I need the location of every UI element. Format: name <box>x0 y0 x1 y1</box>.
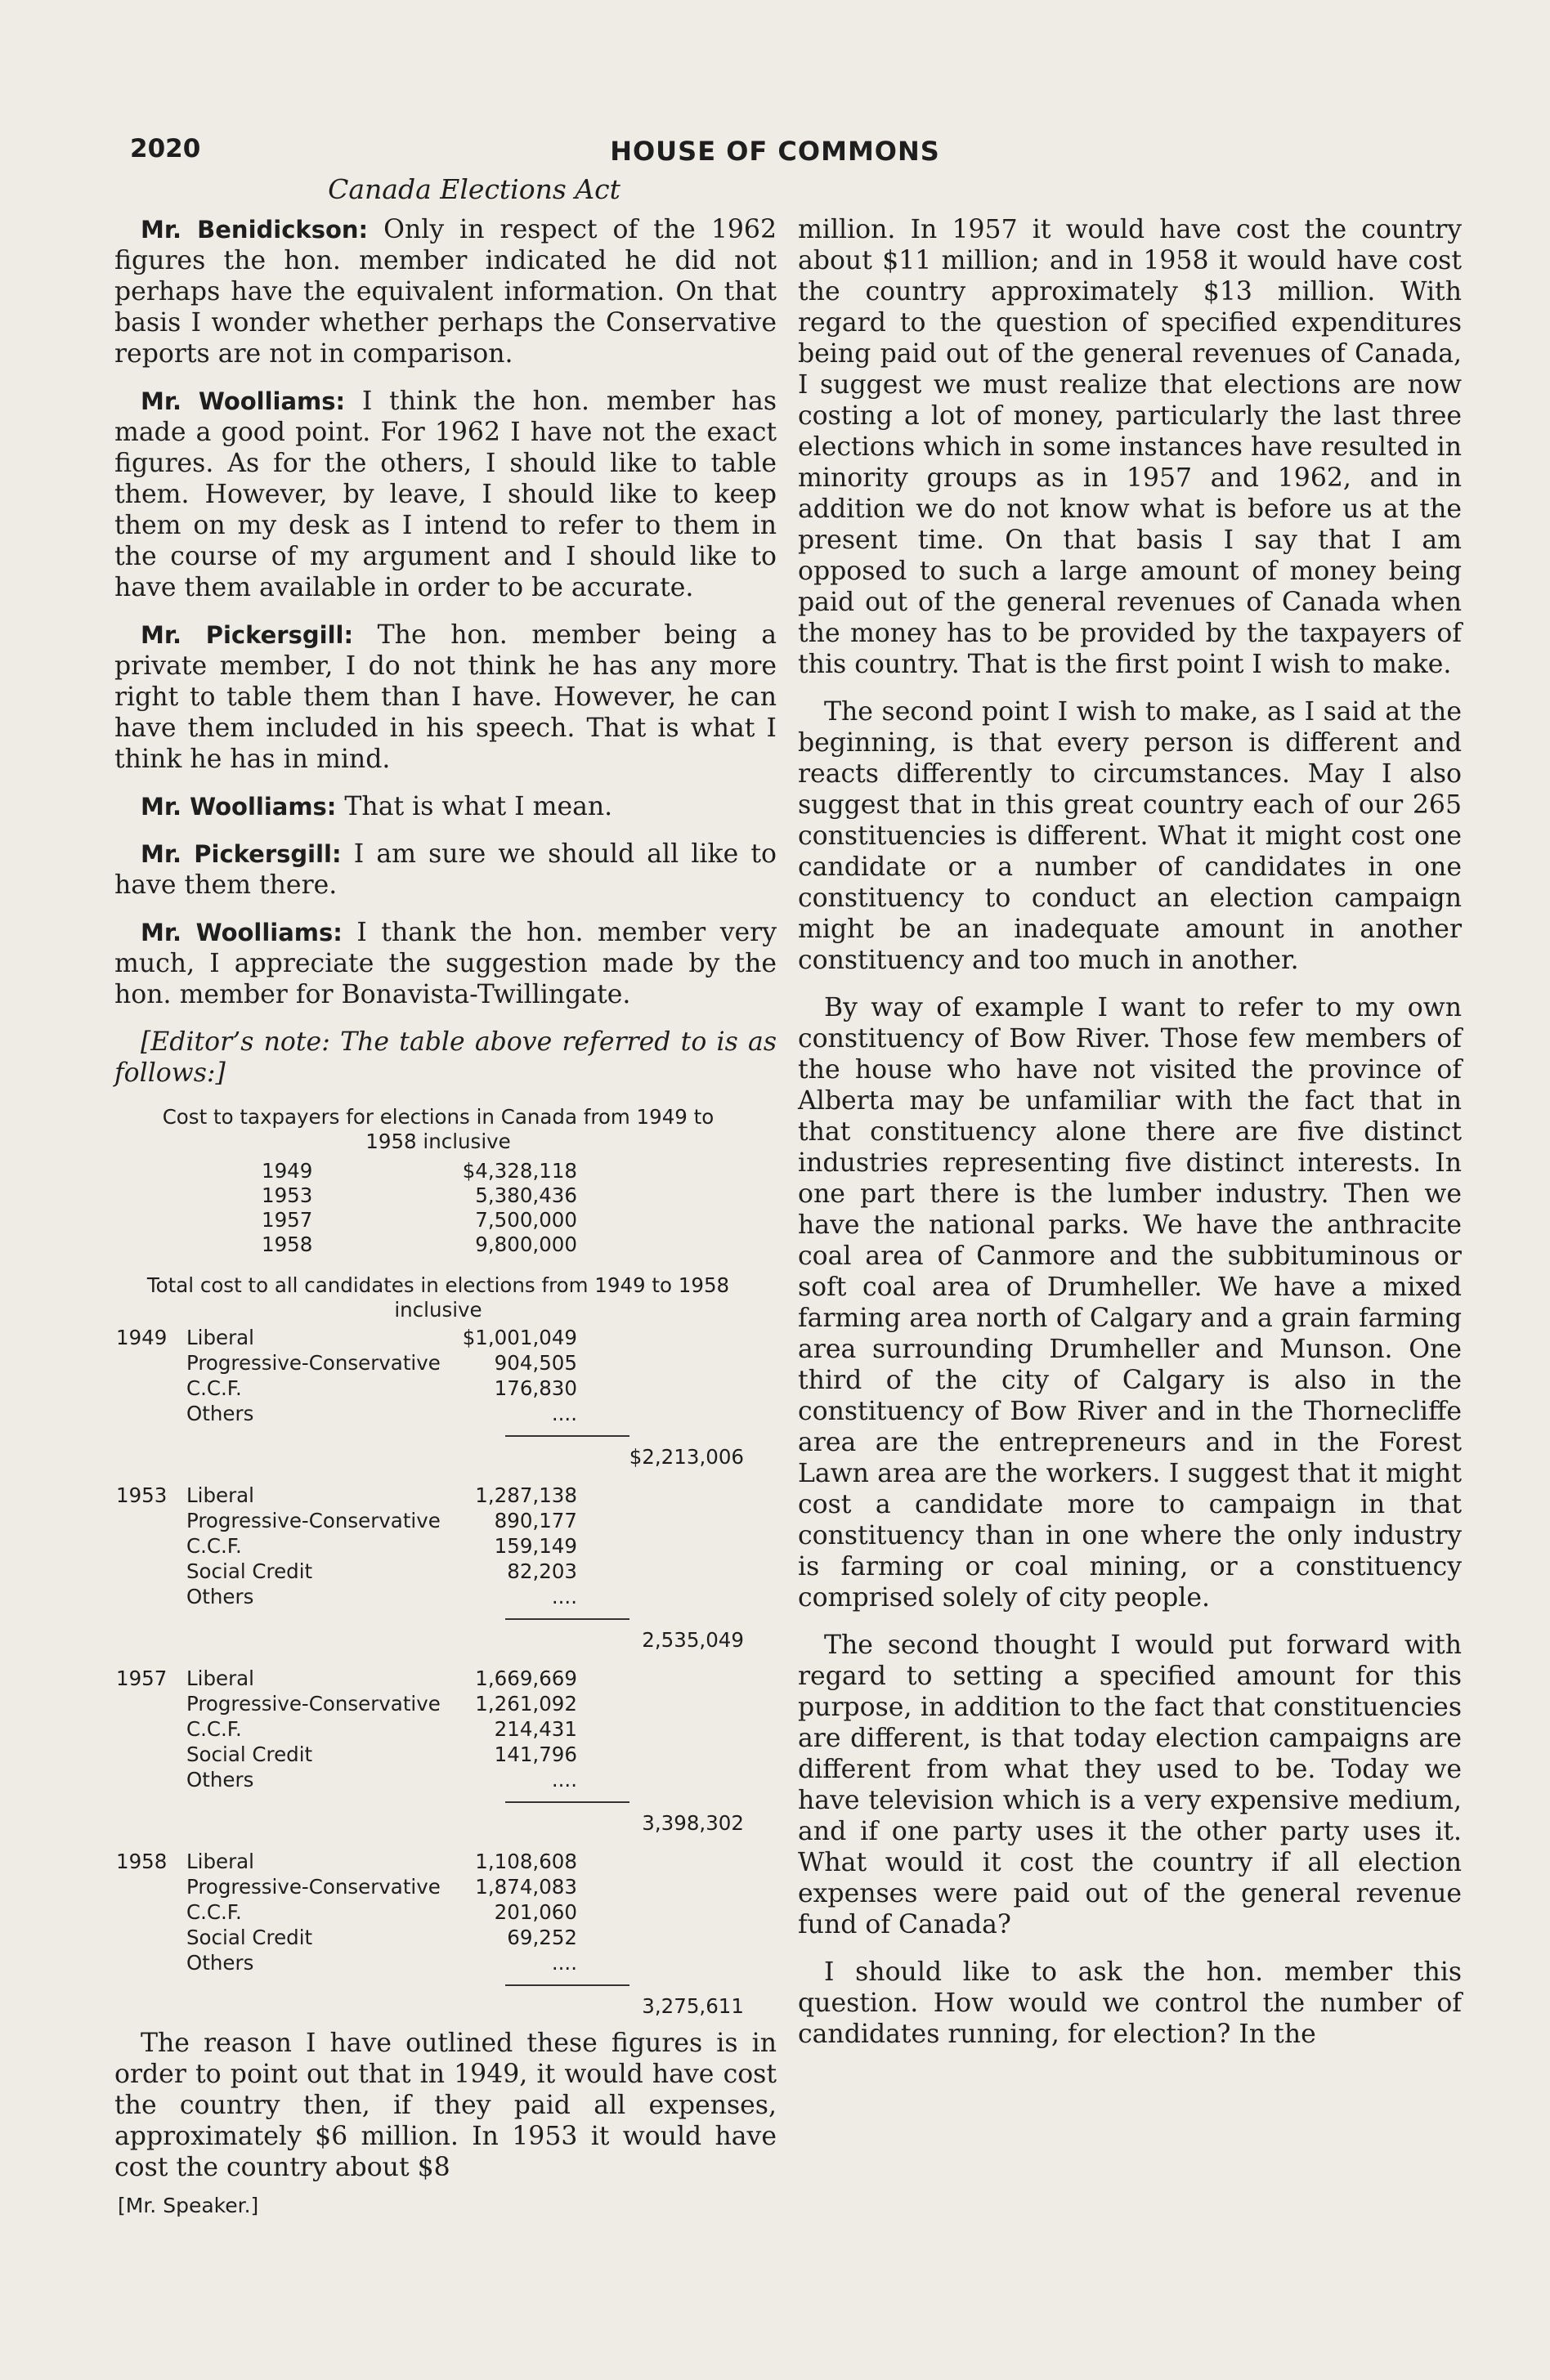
paragraph-text: I think the hon. member has made a good point. For 1962 I have not the exact figures. As for the others, I should like to table them. However, by leave, I should like to keep them on my desk as I intend to refer to them in the course of my argument and I should like to have them available in order to be accurate. <box>114 387 777 602</box>
table-row <box>114 1445 777 1470</box>
value-cell: 7,500,000 <box>475 1208 577 1232</box>
value-cell: $4,328,118 <box>462 1159 577 1183</box>
table-row <box>114 1666 777 1692</box>
taxpayer-cost-table <box>114 1105 777 1257</box>
table-row <box>114 1585 777 1610</box>
year-group <box>114 1850 777 2020</box>
table-row <box>114 1534 777 1559</box>
amount-cell: 1,874,083 <box>475 1875 577 1899</box>
sum-rule <box>114 1793 777 1811</box>
paragraph: The reason I have outlined these figures is in order to point out that in 1949, it would have cost the country then, if they paid all expenses, approximately $6 million. In 1953 it would have cost the country about $8 <box>114 2029 777 2182</box>
paragraph: The second point I wish to make, as I said at the beginning, is that every person is different and reacts differently to circumstances. May I also suggest that in this great country each of our 265 constituencies is different. What it might cost one candidate or a number of candidates in one constituency to conduct an election campaign might be an inadequate amount in another constituency and too much in another. <box>798 697 1462 975</box>
year-cell: 1949 <box>262 1159 313 1183</box>
value-cell: 5,380,436 <box>475 1183 577 1207</box>
party-cell: Others <box>186 1768 254 1792</box>
table-row <box>114 1509 777 1534</box>
amount-cell: 214,431 <box>494 1717 577 1741</box>
table-row <box>114 1926 777 1951</box>
speaker-name: Mr. Pickersgill: <box>141 840 342 868</box>
speaker-name: Mr. Pickersgill: <box>141 621 354 649</box>
party-cell: Liberal <box>186 1850 254 1873</box>
speaker-name: Mr. Woolliams: <box>141 387 346 415</box>
party-cell: Others <box>186 1951 254 1975</box>
year-group <box>114 1326 777 1470</box>
amount-cell: 201,060 <box>494 1900 577 1924</box>
group-year: 1953 <box>116 1483 168 1507</box>
amount-cell: .... <box>551 1402 577 1425</box>
paragraph <box>114 839 777 901</box>
table-row <box>114 1483 777 1509</box>
amount-cell: 890,177 <box>494 1509 577 1532</box>
paragraph <box>114 791 777 822</box>
sum-rule <box>114 1976 777 1994</box>
party-cell: Progressive-Conservative <box>186 1351 441 1375</box>
amount-cell: 1,261,092 <box>475 1692 577 1716</box>
party-cell: C.C.F. <box>186 1717 242 1741</box>
party-cell: Others <box>186 1585 254 1608</box>
paragraph: The second thought I would put forward with regard to setting a specified amount for this purpose, in addition to the fact that constituencies are different, is that today election campaigns are different from what they used to be. Today we have television which is a very expensive medium, and if one party uses it the other party uses it. What would it cost the country if all election expenses were paid out of the general revenue fund of Canada? <box>798 1631 1462 1939</box>
amount-cell: 176,830 <box>494 1376 577 1400</box>
speaker-name: Mr. Woolliams: <box>141 919 343 946</box>
group-year: 1957 <box>116 1666 168 1690</box>
amount-cell: 159,149 <box>494 1534 577 1558</box>
year-group <box>114 1483 777 1653</box>
editor-note: [Editor’s note: The table above referred to is as follows:] <box>114 1027 777 1088</box>
paragraph <box>114 620 777 775</box>
table-row <box>114 1811 777 1836</box>
amount-cell: 69,252 <box>507 1926 577 1949</box>
party-cell: Liberal <box>186 1483 254 1507</box>
party-cell: Progressive-Conservative <box>186 1509 441 1532</box>
party-cell: Liberal <box>186 1326 254 1349</box>
table-row <box>114 1232 777 1257</box>
paragraph-text: The hon. member being a private member, I do not think he has any more right to table them than I have. However, he can have them included in his speech. That is what I think he has in mind. <box>114 620 777 774</box>
party-cell: Liberal <box>186 1666 254 1690</box>
party-cell: C.C.F. <box>186 1534 242 1558</box>
amount-cell: .... <box>551 1951 577 1975</box>
paragraph <box>114 917 777 1010</box>
table-row <box>114 1208 777 1232</box>
table-row <box>114 1183 777 1208</box>
sum-rule <box>114 1427 777 1445</box>
paragraph <box>114 214 777 369</box>
group-total: 3,398,302 <box>642 1811 744 1835</box>
table-row <box>114 1402 777 1427</box>
amount-cell: 1,108,608 <box>475 1850 577 1873</box>
table-row <box>114 1951 777 1976</box>
party-cell: Social Credit <box>186 1742 313 1766</box>
party-cell: Others <box>186 1402 254 1425</box>
paragraph-text: Only in respect of the 1962 figures the hon. member indicated he did not perhaps have the equivalent information. On that basis I wonder whether perhaps the Conservative reports are not in comparison. <box>114 215 777 369</box>
party-cell: C.C.F. <box>186 1900 242 1924</box>
amount-cell: 1,669,669 <box>475 1666 577 1690</box>
paragraph: million. In 1957 it would have cost the country about $11 million; and in 1958 it would have cost the country approximately $13 million. With regard to the question of specified expenditures being paid out of the general revenues of Canada, I suggest we must realize that elections are now costing a lot of money, particularly the last three elections which in some instances have resulted in minority groups as in 1957 and 1962, and in addition we do not know what is before us at the present time. On that basis I say that I am opposed to such a large amount of money being paid out of the general revenues of Canada when the money has to be provided by the taxpayers of this country. That is the first point I wish to make. <box>798 215 1462 679</box>
table-row <box>114 1742 777 1768</box>
table-caption: Total cost to all candidates in elections from 1949 to 1958 inclusive <box>146 1273 730 1322</box>
value-cell: 9,800,000 <box>475 1232 577 1256</box>
speaker-name: Mr. Benidickson: <box>141 216 369 244</box>
amount-cell: 1,287,138 <box>475 1483 577 1507</box>
paragraph: By way of example I want to refer to my own constituency of Bow River. Those few members of the house who have not visited the province of Alberta may be unfamiliar with the fact that in that constituency alone there are five distinct industries representing five distinct interests. In one part there is the lumber industry. Then we have the national parks. We have the anthracite coal area of Canmore and the subbituminous or soft coal area of Drumheller. We have a mixed farming area north of Calgary and a grain farming area surrounding Drumheller and Munson. One third of the city of Calgary is also in the constituency of Bow River and in the Thornecliffe area are the entrepreneurs and in the Forest Lawn area are the workers. I suggest that it might cost a candidate more to campaign in that constituency than in one where the only industry is farming or coal mining, or a constituency comprised solely of city people. <box>798 993 1462 1613</box>
year-cell: 1958 <box>262 1232 313 1256</box>
paragraph-text: That is what I mean. <box>336 792 613 821</box>
party-cell: Social Credit <box>186 1559 313 1583</box>
paragraph <box>114 386 777 603</box>
year-cell: 1957 <box>262 1208 313 1232</box>
speaker-name: Mr. Woolliams: <box>141 793 337 821</box>
amount-cell: .... <box>551 1768 577 1792</box>
table-row <box>114 1351 777 1376</box>
amount-cell: 82,203 <box>507 1559 577 1583</box>
table-row <box>114 1326 777 1351</box>
left-column <box>114 214 777 2199</box>
party-cell: Social Credit <box>186 1926 313 1949</box>
speaker-footer: [Mr. Speaker.] <box>118 2194 259 2217</box>
page-number: 2020 <box>130 134 201 163</box>
table-row <box>114 1994 777 2020</box>
table-row <box>114 1717 777 1742</box>
right-column <box>798 214 1462 2066</box>
table-caption: Cost to taxpayers for elections in Canada from 1949 to 1958 inclusive <box>162 1105 715 1153</box>
amount-cell: 904,505 <box>494 1351 577 1375</box>
group-total: 2,535,049 <box>642 1628 744 1652</box>
paragraph: I should like to ask the hon. member this question. How would we control the number of candidates running, for election? In the <box>798 1957 1462 2049</box>
paragraph-text: I thank the hon. member very much, I appreciate the suggestion made by the hon. member for Bonavista-Twillingate. <box>114 918 777 1009</box>
amount-cell: $1,001,049 <box>462 1326 577 1349</box>
group-year: 1949 <box>116 1326 168 1349</box>
year-cell: 1953 <box>262 1183 313 1207</box>
party-cell: C.C.F. <box>186 1376 242 1400</box>
paragraph-text: I am sure we should all like to have them there. <box>114 839 777 900</box>
table-row <box>114 1692 777 1717</box>
amount-cell: 141,796 <box>494 1742 577 1766</box>
candidate-cost-table <box>114 1273 777 2020</box>
table-row <box>114 1376 777 1402</box>
table-row <box>114 1900 777 1926</box>
party-cell: Progressive-Conservative <box>186 1875 441 1899</box>
table-row <box>114 1768 777 1793</box>
year-group <box>114 1666 777 1836</box>
group-total: 3,275,611 <box>642 1994 744 2018</box>
section-title: Canada Elections Act <box>328 173 620 205</box>
sum-rule <box>114 1610 777 1628</box>
party-cell: Progressive-Conservative <box>186 1692 441 1716</box>
table-row <box>114 1159 777 1183</box>
running-head: HOUSE OF COMMONS <box>610 136 940 167</box>
amount-cell: .... <box>551 1585 577 1608</box>
table-row <box>114 1850 777 1875</box>
table-row <box>114 1628 777 1653</box>
group-total: $2,213,006 <box>629 1445 744 1469</box>
group-year: 1958 <box>116 1850 168 1873</box>
table-row <box>114 1875 777 1900</box>
table-row <box>114 1559 777 1585</box>
